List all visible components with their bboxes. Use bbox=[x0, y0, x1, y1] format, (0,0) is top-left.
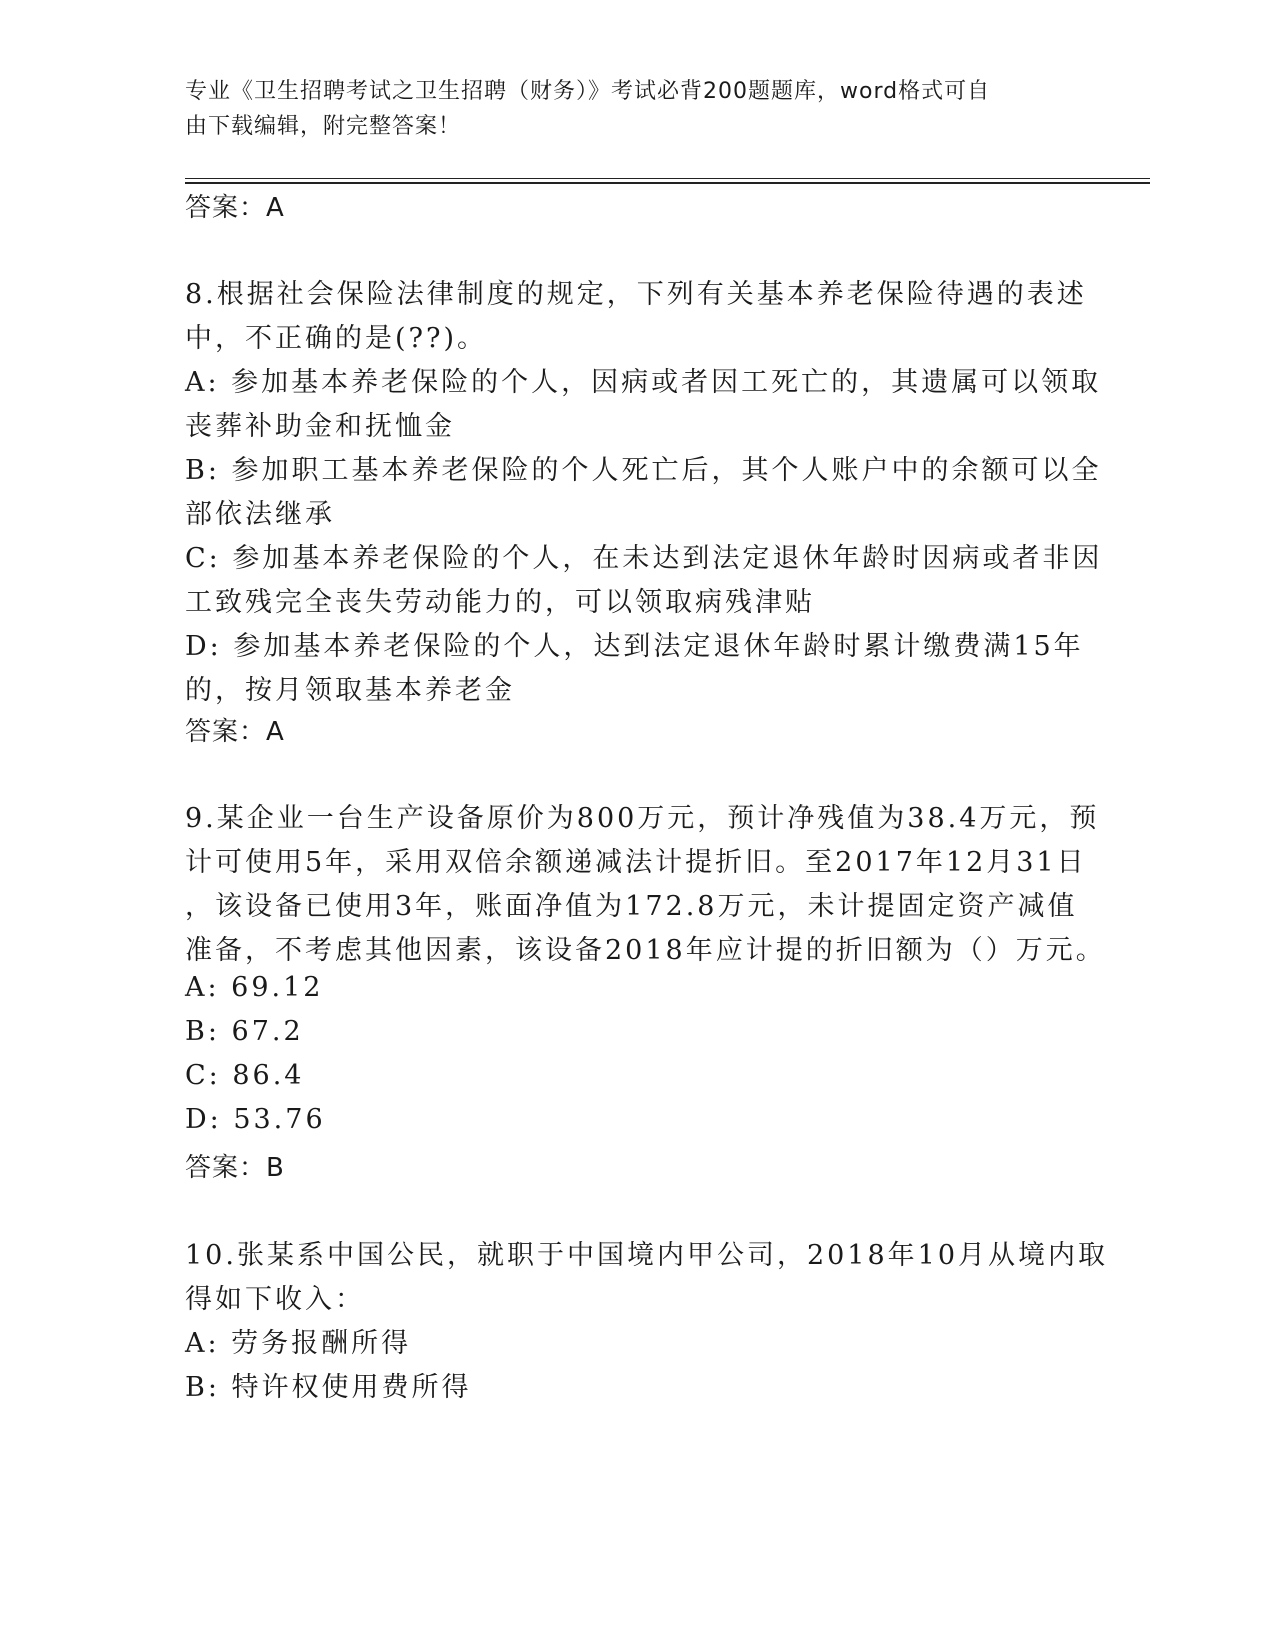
question-9-stem-line-4: 准备，不考虑其他因素，该设备2018年应计提的折旧额为（）万元。 bbox=[185, 935, 1106, 966]
header-divider-bottom bbox=[185, 182, 1150, 184]
question-8-stem-line-1: 8.根据社会保险法律制度的规定，下列有关基本养老保险待遇的表述 bbox=[185, 279, 1087, 310]
question-8-option-b-line-1: B: 参加职工基本养老保险的个人死亡后，其个人账户中的余额可以全 bbox=[185, 455, 1102, 486]
question-8-option-c-line-2: 工致残完全丧失劳动能力的，可以领取病残津贴 bbox=[185, 587, 815, 618]
question-8-option-a-line-1: A: 参加基本养老保险的个人，因病或者因工死亡的，其遗属可以领取 bbox=[185, 367, 1102, 398]
header-divider-top bbox=[185, 178, 1150, 179]
question-9-stem-line-3: ，该设备已使用3年，账面净值为172.8万元，未计提固定资产减值 bbox=[185, 891, 1078, 922]
question-9-option-b: B: 67.2 bbox=[185, 1016, 304, 1047]
previous-answer: 答案：A bbox=[185, 193, 285, 223]
question-9-option-c: C: 86.4 bbox=[185, 1060, 305, 1091]
document-header bbox=[185, 74, 1065, 144]
header-line-2: 由下载编辑，附完整答案！ bbox=[185, 114, 462, 139]
question-9-option-d: D: 53.76 bbox=[185, 1104, 326, 1135]
question-8-option-d-line-2: 的，按月领取基本养老金 bbox=[185, 675, 515, 706]
header-line-1: 专业《卫生招聘考试之卫生招聘（财务）》考试必背200题题库，word格式可自 bbox=[185, 79, 991, 104]
question-8-answer: 答案：A bbox=[185, 717, 285, 747]
question-10-stem-line-1: 10.张某系中国公民，就职于中国境内甲公司，2018年10月从境内取 bbox=[185, 1240, 1109, 1271]
question-10-stem-line-2: 得如下收入： bbox=[185, 1284, 365, 1315]
question-8-option-a-line-2: 丧葬补助金和抚恤金 bbox=[185, 411, 455, 442]
question-9-stem-line-1: 9.某企业一台生产设备原价为800万元，预计净残值为38.4万元，预 bbox=[185, 803, 1100, 834]
question-9-stem-line-2: 计可使用5年，采用双倍余额递减法计提折旧。至2017年12月31日 bbox=[185, 847, 1087, 878]
question-8-stem-line-2: 中，不正确的是(??)。 bbox=[185, 323, 488, 354]
question-10-option-a: A: 劳务报酬所得 bbox=[185, 1328, 412, 1359]
question-8-option-c-line-1: C: 参加基本养老保险的个人，在未达到法定退休年龄时因病或者非因 bbox=[185, 543, 1103, 574]
question-8-option-b-line-2: 部依法继承 bbox=[185, 499, 335, 530]
question-9-answer: 答案：B bbox=[185, 1153, 285, 1183]
question-9-option-a: A: 69.12 bbox=[185, 972, 324, 1003]
question-10-option-b: B: 特许权使用费所得 bbox=[185, 1372, 472, 1403]
question-8-option-d-line-1: D: 参加基本养老保险的个人，达到法定退休年龄时累计缴费满15年 bbox=[185, 631, 1084, 662]
